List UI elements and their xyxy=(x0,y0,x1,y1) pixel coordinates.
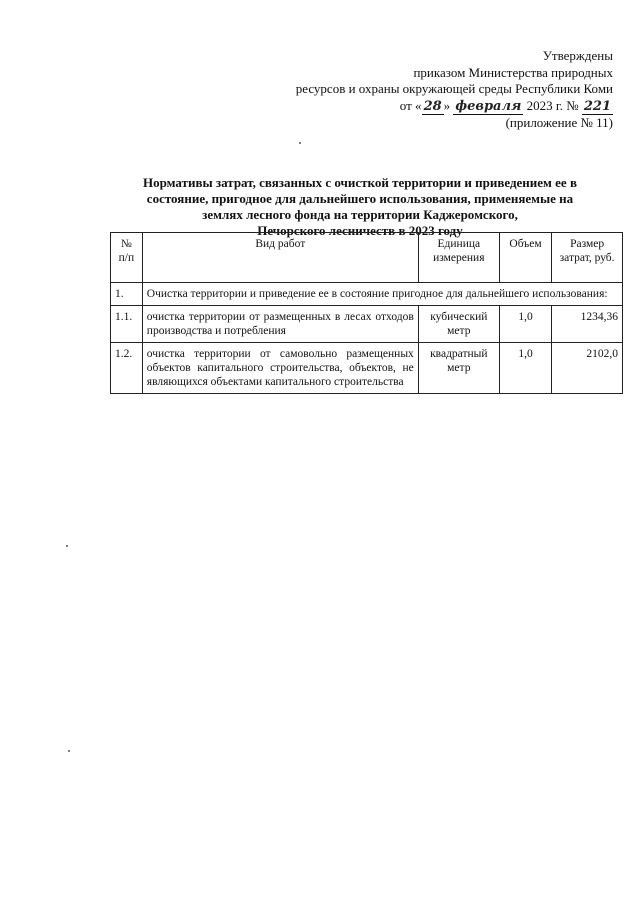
title-line-1: Нормативы затрат, связанных с очисткой территории и приведением ее в xyxy=(143,175,577,190)
approval-line-approved: Утверждены xyxy=(542,48,613,63)
norms-table xyxy=(110,232,623,394)
section-no: 1. xyxy=(111,283,143,306)
row-cost: 2102,0 xyxy=(552,343,623,394)
handwritten-number: 221 xyxy=(583,98,611,114)
row-work: очистка территории от самовольно размещенных объектов капитального строительства, объектов, не являющихся объектами капитального строительства xyxy=(142,343,418,394)
approval-line-appendix: (приложение № 11) xyxy=(505,114,613,130)
date-mid: » xyxy=(443,97,451,113)
table-header-row xyxy=(111,233,623,283)
approval-line-order: приказом Министерства природных xyxy=(413,64,613,80)
document-title xyxy=(100,175,620,239)
title-line-2: состояние, пригодное для дальнейшего использования, применяемые на xyxy=(146,191,574,206)
scan-speck xyxy=(66,545,68,547)
date-year: 2023 г. № xyxy=(526,97,579,113)
approval-line-ministry: ресурсов и охраны окружающей среды Республики Коми xyxy=(295,81,613,96)
header-volume: Объем xyxy=(499,233,551,283)
row-cost: 1234,36 xyxy=(552,306,623,343)
row-unit: кубический метр xyxy=(418,306,499,343)
section-text: Очистка территории и приведение ее в состояние пригодное для дальнейшего использования: xyxy=(142,283,622,306)
row-work: очистка территории от размещенных в лесах отходов производства и потребления xyxy=(142,306,418,343)
scan-speck xyxy=(68,750,70,752)
header-no: № п/п xyxy=(111,233,143,283)
row-no: 1.2. xyxy=(111,343,143,394)
row-no: 1.1. xyxy=(111,306,143,343)
scan-speck xyxy=(299,142,301,144)
table-row xyxy=(111,306,623,343)
handwritten-month: февраля xyxy=(455,98,522,114)
header-cost: Размер затрат, руб. xyxy=(552,233,623,283)
approval-line-date xyxy=(213,98,613,115)
date-prefix: от « xyxy=(399,97,422,113)
row-volume: 1,0 xyxy=(499,306,551,343)
header-work: Вид работ xyxy=(142,233,418,283)
table-section-row xyxy=(111,283,623,306)
title-line-3: землях лесного фонда на территории Каджеромского, xyxy=(202,207,518,222)
header-unit: Единица измерения xyxy=(418,233,499,283)
row-unit: квадратный метр xyxy=(418,343,499,394)
handwritten-day: 28 xyxy=(423,98,442,114)
title-line-4: Печорского лесничеств в 2023 году xyxy=(257,223,463,238)
table-row xyxy=(111,343,623,394)
row-volume: 1,0 xyxy=(499,343,551,394)
approval-block xyxy=(213,48,613,131)
